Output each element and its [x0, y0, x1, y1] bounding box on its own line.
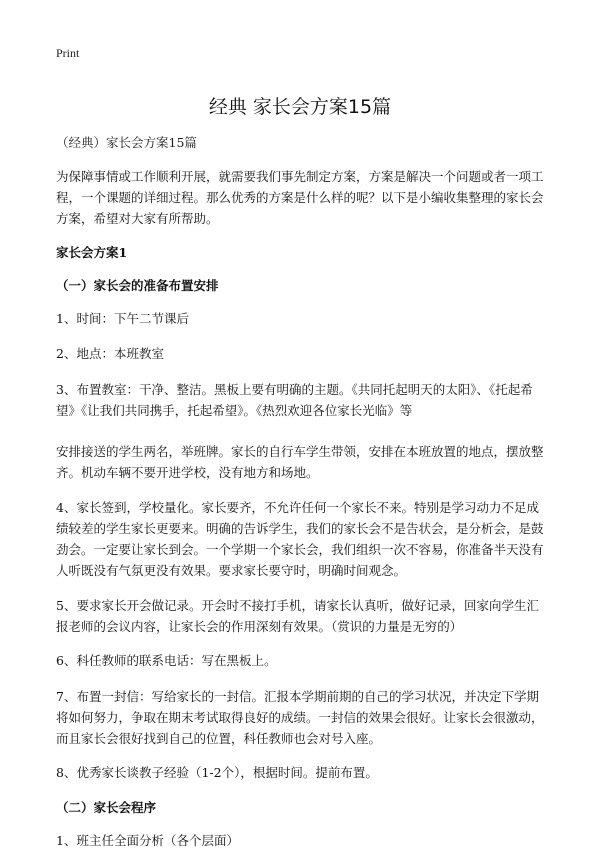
- list-item-notes: 5、要求家长开会做记录。开会时不接打手机，请家长认真听，做好记录，回家向学生汇报老师的会议内容，让家长会的作用深刻有效果。（赏识的力量是无穷的）: [56, 598, 539, 634]
- list-item-letter: 7、布置一封信：写给家长的一封信。汇报本学期前期的自己的学习状况，并决定下学期将如何努力，争取在期末考试取得良好的成绩。一封信的效果会很好。让家长会很激动，而且家长会很好找到自己的位置，科任教师也会对号入座。: [56, 689, 544, 746]
- part1-heading: （一）家长会的准备布置安排: [56, 278, 219, 293]
- list-item-analysis: 1、班主任全面分析（各个层面）: [56, 833, 239, 848]
- list-item-experience: 8、优秀家长谈教子经验（1-2个），根据时间。提前布置。: [56, 765, 378, 780]
- print-label: Print: [56, 46, 80, 60]
- list-item-location: 2、地点：本班教室: [56, 346, 164, 361]
- intro-paragraph: 为保障事情或工作顺利开展，就需要我们事先制定方案，方案是解决一个问题或者一项工程，一个课题的详细过程。那么优秀的方案是什么样的呢？以下是小编收集整理的家长会方案，希望对大家有所帮助。: [56, 169, 544, 226]
- list-item-classroom: 3、布置教室：干净、整洁。黑板上要有明确的主题。《共同托起明天的太阳》、《托起希望》《让我们共同携手，托起希望》。《热烈欢迎各位家长光临》等: [56, 382, 533, 418]
- list-item-reception: 安排接送的学生两名，举班牌。家长的自行车学生带领，安排在本班放置的地点，摆放整齐。机动车辆不要开进学校，没有地方和场地。: [56, 444, 544, 480]
- section-heading: 家长会方案1: [56, 245, 128, 260]
- list-item-phone: 6、科任教师的联系电话：写在黑板上。: [56, 653, 277, 668]
- document-subtitle: （经典）家长会方案15篇: [56, 135, 197, 150]
- list-item-sign-in: 4、家长签到，学校量化。家长要齐，不允许任何一个家长不来。特别是学习动力不足成绩较差的学生家长更要来。明确的告诉学生，我们的家长会不是告状会，是分析会，是鼓劲会。一定要让家长到会。一个学期一个家长会，我们组织一次不容易，你准备半天没有人听既没有气氛更没有效果。要求家长要守时，明确时间观念。: [56, 500, 544, 578]
- list-item-time: 1、时间：下午二节课后: [56, 311, 189, 326]
- document-title: 经典 家长会方案15篇: [208, 96, 392, 118]
- part2-heading: （二）家长会程序: [56, 800, 157, 815]
